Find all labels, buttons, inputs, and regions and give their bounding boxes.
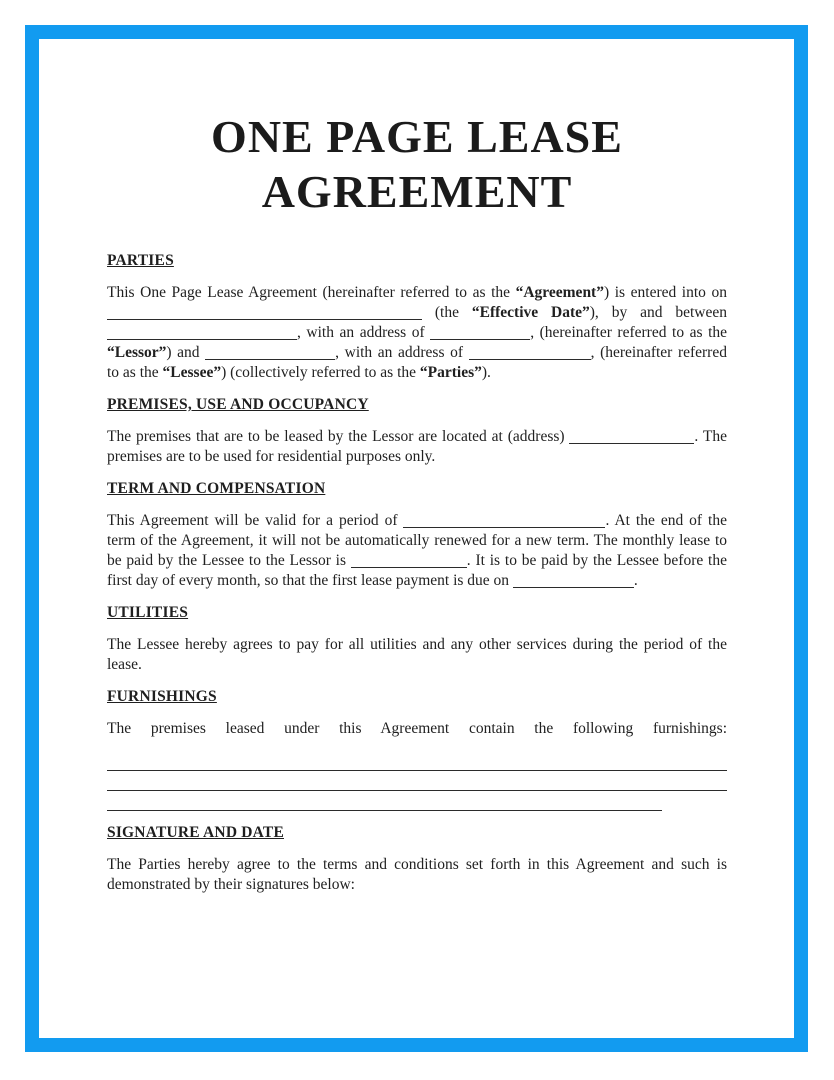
section-parties <box>107 251 727 383</box>
body-text: This Agreement will be valid for a period of <box>107 512 404 529</box>
blank-rule-line <box>107 751 727 771</box>
section-heading-utilities: UTILITIES <box>107 604 189 621</box>
blank-rule-line <box>107 791 662 811</box>
paragraph <box>107 283 727 383</box>
body-text: ), by and between <box>589 304 727 321</box>
bold-text: “Parties” <box>419 364 482 381</box>
body-text: (the <box>422 304 472 321</box>
body-text: . The premises are to be used for residential purposes only. <box>107 428 727 465</box>
bold-text: “Agreement” <box>515 284 604 301</box>
section-heading-furnishings: FURNISHINGS <box>107 688 217 705</box>
paragraph <box>107 719 727 739</box>
blank-fill-in-line <box>469 346 591 360</box>
blank-fill-in-line <box>107 306 422 320</box>
body-text: ). <box>481 364 491 381</box>
section-utilities <box>107 603 727 675</box>
blank-fill-in-line <box>430 326 530 340</box>
document-sections <box>107 251 727 895</box>
paragraph <box>107 855 727 895</box>
blank-fill-in-line <box>513 574 634 588</box>
body-text: The Parties hereby agree to the terms and conditions set forth in this Agreement and such is demonstrated by their signatures below: <box>107 856 727 893</box>
body-text: ) (collectively referred to as the <box>221 364 420 381</box>
bold-text: “Lessee” <box>162 364 222 381</box>
body-text: The premises leased under this Agreement contain the following furnishings: <box>107 720 727 737</box>
body-text: , with an address of <box>335 344 469 361</box>
body-text: , (hereinafter referred to as the <box>530 324 727 341</box>
section-furnishings <box>107 687 727 811</box>
blank-fill-in-line <box>205 346 335 360</box>
paragraph <box>107 427 727 467</box>
blank-fill-in-line <box>403 514 605 528</box>
body-text: , with an address of <box>297 324 431 341</box>
blank-rule-lines <box>107 751 727 811</box>
body-text: ) is entered into on <box>603 284 727 301</box>
body-text: . It is to be paid by the Lessee before the first day of every month, so that the first lease payment is due on <box>107 552 727 589</box>
section-heading-parties: PARTIES <box>107 252 174 269</box>
document-title-line-2: AGREEMENT <box>261 166 573 217</box>
section-term <box>107 479 727 591</box>
bold-text: “Effective Date” <box>471 304 590 321</box>
body-text: The Lessee hereby agrees to pay for all utilities and any other services during the period of the lease. <box>107 636 727 673</box>
body-text: ) and <box>166 344 206 361</box>
section-heading-term: TERM AND COMPENSATION <box>107 480 326 497</box>
section-signature <box>107 823 727 895</box>
blank-fill-in-line <box>107 326 297 340</box>
body-text: . <box>633 572 638 589</box>
document-title-line-1: ONE PAGE LEASE <box>211 111 623 162</box>
paragraph <box>107 635 727 675</box>
body-text: The premises that are to be leased by the Lessor are located at (address) <box>107 428 570 445</box>
paragraph <box>107 511 727 591</box>
section-premises <box>107 395 727 467</box>
blank-fill-in-line <box>569 430 694 444</box>
body-text: , (hereinafter referred to as the <box>107 344 727 381</box>
section-heading-premises: PREMISES, USE AND OCCUPANCY <box>107 396 369 413</box>
blank-fill-in-line <box>351 554 467 568</box>
bold-text: “Lessor” <box>107 344 167 361</box>
document-title <box>107 109 727 219</box>
document-content <box>107 39 727 907</box>
body-text: . At the end of the term of the Agreement, it will not be automatically renewed for a new term. The monthly lease to be paid by the Lessee to the Lessor is <box>107 512 727 569</box>
section-heading-signature: SIGNATURE AND DATE <box>107 824 284 841</box>
blank-rule-line <box>107 771 727 791</box>
body-text: This One Page Lease Agreement (hereinafter referred to as the <box>107 284 516 301</box>
